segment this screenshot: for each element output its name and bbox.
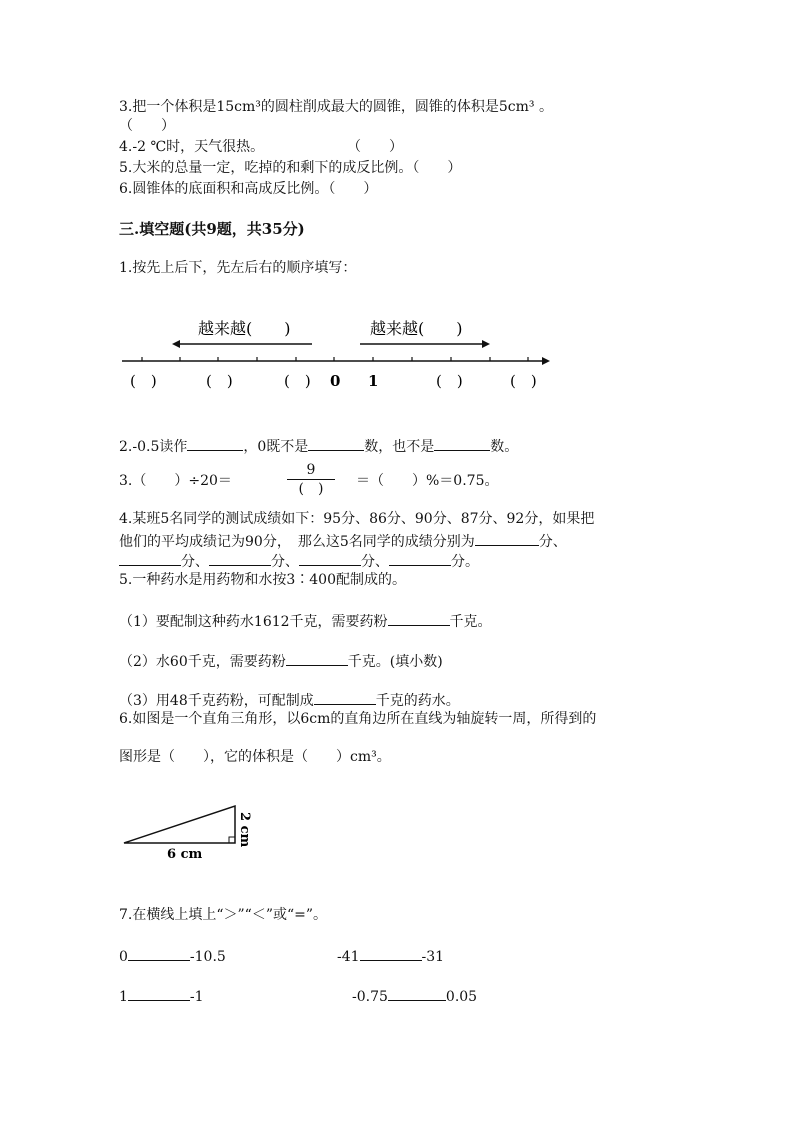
q5-1-blank[interactable] (388, 611, 450, 626)
blank-5: ( ) (510, 372, 537, 390)
judge-q4 (119, 138, 403, 156)
blank-4: ( ) (436, 372, 463, 390)
fill-q7: 7.在横线上填上“＞”“＜”或“=”。 (119, 907, 328, 923)
q7-c-left: 1 (119, 989, 128, 1005)
q7-b-left: -41 (337, 949, 360, 965)
q7-a-right: -10.5 (189, 949, 226, 965)
fill-q4-line3 (119, 551, 479, 571)
axis-arrow-head (542, 357, 550, 365)
right-triangle (124, 806, 235, 843)
q2-text-2: ，0既不是 (243, 439, 309, 455)
judge-q4-text: 4.-2 ℃时，天气很热。 (119, 139, 265, 155)
fill-q4-line2 (119, 531, 567, 551)
q5-3-unit: 千克的药水。 (375, 693, 460, 709)
q4-blank-4[interactable] (299, 551, 361, 566)
fill-q6-line1: 6.如图是一个直角三角形，以6cm的直角边所在直线为轴旋转一周，所得到的 (119, 711, 597, 727)
base-label: 6 cm (167, 847, 203, 862)
q3-denominator: ( ) (298, 481, 324, 497)
q7-b-right: -31 (421, 949, 445, 965)
judge-q4-answer: （ ） (347, 139, 403, 155)
q5-2-blank[interactable] (286, 651, 348, 666)
fill-q2 (119, 436, 518, 456)
right-arrow-head (482, 340, 490, 348)
q5-3-text: （3）用48千克药粉，可配制成 (119, 693, 314, 709)
q7-a-left: 0 (119, 949, 128, 965)
left-arrow-head (172, 340, 180, 348)
q7-d-right: 0.05 (445, 989, 478, 1005)
q4-blank-2[interactable] (119, 551, 181, 566)
fill-q5-2 (119, 651, 443, 671)
judge-q5: 5.大米的总量一定，吃掉的和剩下的成反比例。（ ） (119, 160, 462, 176)
q7-item-c (119, 986, 204, 1005)
blank-2: ( ) (206, 372, 233, 390)
q4-blank-3[interactable] (209, 551, 271, 566)
fill-q3-left: 3.（ ）÷20＝ (119, 473, 232, 489)
judge-q3-answer: （ ） (119, 118, 175, 134)
q4-sep-3: 分、 (271, 554, 299, 570)
blank-1: ( ) (130, 372, 157, 390)
height-label: 2 cm (237, 812, 252, 848)
q7-a-blank[interactable] (128, 946, 190, 961)
judge-q3-line1: 3.把一个体积是15cm³的圆柱削成最大的圆锥，圆锥的体积是5cm³ 。 (119, 99, 553, 115)
q5-2-text: （2）水60千克，需要药粉 (119, 654, 286, 670)
q7-item-d (352, 986, 477, 1005)
q3-fraction (283, 462, 339, 497)
left-arrow-label: 越来越( ) (198, 319, 291, 338)
right-arrow-label: 越来越( ) (370, 319, 463, 338)
q7-item-b (337, 946, 444, 965)
q7-c-blank[interactable] (128, 986, 190, 1001)
q4-sep-4: 分、 (361, 554, 389, 570)
q5-3-blank[interactable] (314, 690, 376, 705)
q2-text-3: 数，也不是 (364, 439, 435, 455)
section-title: 三.填空题(共9题，共35分) (119, 220, 305, 238)
fill-q5: 5.一种药水是用药物和水按3∶400配制成的。 (119, 572, 406, 588)
zero-label: 0 (330, 372, 341, 390)
q7-d-blank[interactable] (388, 986, 446, 1001)
q3-fraction-bar (287, 479, 335, 480)
q2-text-1: 2.-0.5读作 (119, 439, 188, 455)
fill-q5-3 (119, 690, 460, 710)
q4-end: 分。 (451, 554, 479, 570)
q4-sep-1: 分、 (538, 534, 567, 550)
q4-text: 他们的平均成绩记为90分， 那么这5名同学的成绩分别为 (119, 534, 475, 550)
right-angle-mark (229, 837, 235, 843)
q7-item-a (119, 946, 226, 965)
q7-c-right: -1 (189, 989, 204, 1005)
q5-1-unit: 千克。 (449, 614, 492, 630)
q4-blank-1[interactable] (475, 531, 539, 546)
q4-blank-5[interactable] (389, 551, 451, 566)
q7-b-blank[interactable] (360, 946, 422, 961)
q2-blank-2[interactable] (308, 436, 364, 451)
number-line-figure (118, 312, 558, 398)
judge-q6: 6.圆锥体的底面积和高成反比例。（ ） (119, 181, 378, 197)
fill-q3-right: ＝（ ）%＝0.75。 (356, 473, 499, 489)
fill-q4-line1: 4.某班5名同学的测试成绩如下：95分、86分、90分、87分、92分，如果把 (119, 511, 595, 527)
fill-q5-1 (119, 611, 492, 631)
q2-text-4: 数。 (490, 439, 519, 455)
fill-q1: 1.按先上后下，先左后右的顺序填写： (119, 260, 357, 276)
q2-blank-3[interactable] (434, 436, 490, 451)
fill-q6-line2: 图形是（ ），它的体积是（ ）cm³。 (119, 749, 391, 765)
q3-numerator: 9 (306, 462, 316, 478)
triangle-figure (119, 800, 259, 864)
q7-d-left: -0.75 (352, 989, 388, 1005)
q5-1-text: （1）要配制这种药水1612千克，需要药粉 (119, 614, 388, 630)
q4-sep-2: 分、 (181, 554, 209, 570)
one-label: 1 (368, 372, 379, 390)
q5-2-unit: 千克。(填小数) (347, 654, 443, 670)
q2-blank-1[interactable] (187, 436, 243, 451)
blank-3: ( ) (284, 372, 311, 390)
